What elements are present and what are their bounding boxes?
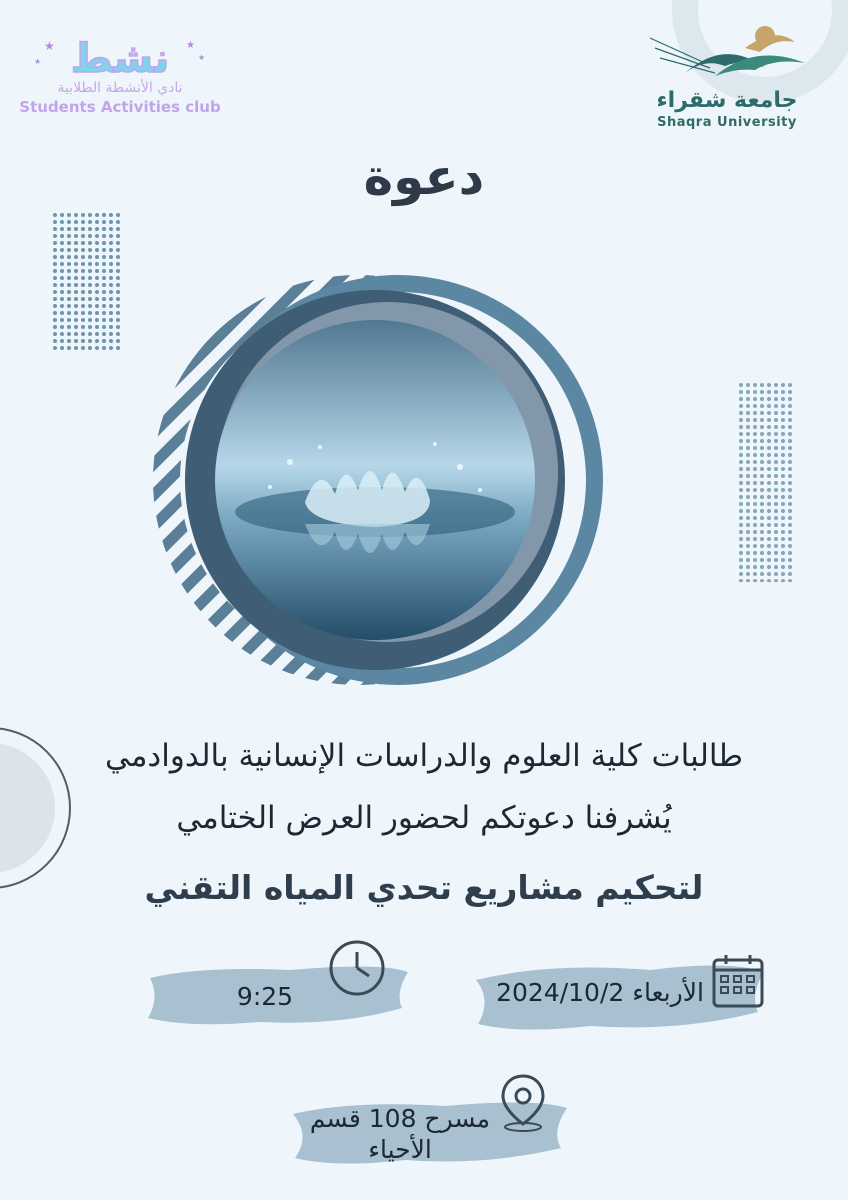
- dot-grid-left: [52, 212, 122, 352]
- invitation-line-1: طالبات كلية العلوم والدراسات الإنسانية بالدوادمي: [104, 738, 744, 774]
- calendar-icon: [710, 952, 766, 1010]
- page-title: دعوة: [363, 148, 485, 206]
- club-logo: [30, 30, 210, 80]
- svg-text:★: ★: [44, 39, 55, 53]
- university-name-en: Shaqra University: [657, 115, 797, 130]
- club-name-en: Students Activities club: [19, 98, 221, 116]
- location-line-1: مسرح 108 قسم: [309, 1104, 491, 1133]
- svg-text:★: ★: [198, 53, 206, 62]
- club-logo-text: نشط: [70, 36, 170, 80]
- svg-text:★: ★: [186, 40, 195, 51]
- invitation-subtitle: لتحكيم مشاريع تحدي المياه التقني: [144, 868, 704, 907]
- map-pin-icon: [497, 1072, 549, 1134]
- date-value: الأربعاء 2024/10/2: [496, 978, 704, 1007]
- svg-text:★: ★: [34, 57, 42, 66]
- location-line-2: الأحياء: [368, 1135, 432, 1164]
- dot-grid-right: [738, 382, 794, 582]
- water-drop-photo-frame: [130, 262, 620, 702]
- university-name-ar: جامعة شقراء: [656, 88, 798, 113]
- club-name-ar: نادي الأنشطة الطلابية: [57, 80, 183, 96]
- invitation-line-2: يُشرفنا دعوتكم لحضور العرض الختامي: [176, 800, 672, 836]
- university-logo: [645, 18, 810, 88]
- time-value: 9:25: [236, 982, 294, 1011]
